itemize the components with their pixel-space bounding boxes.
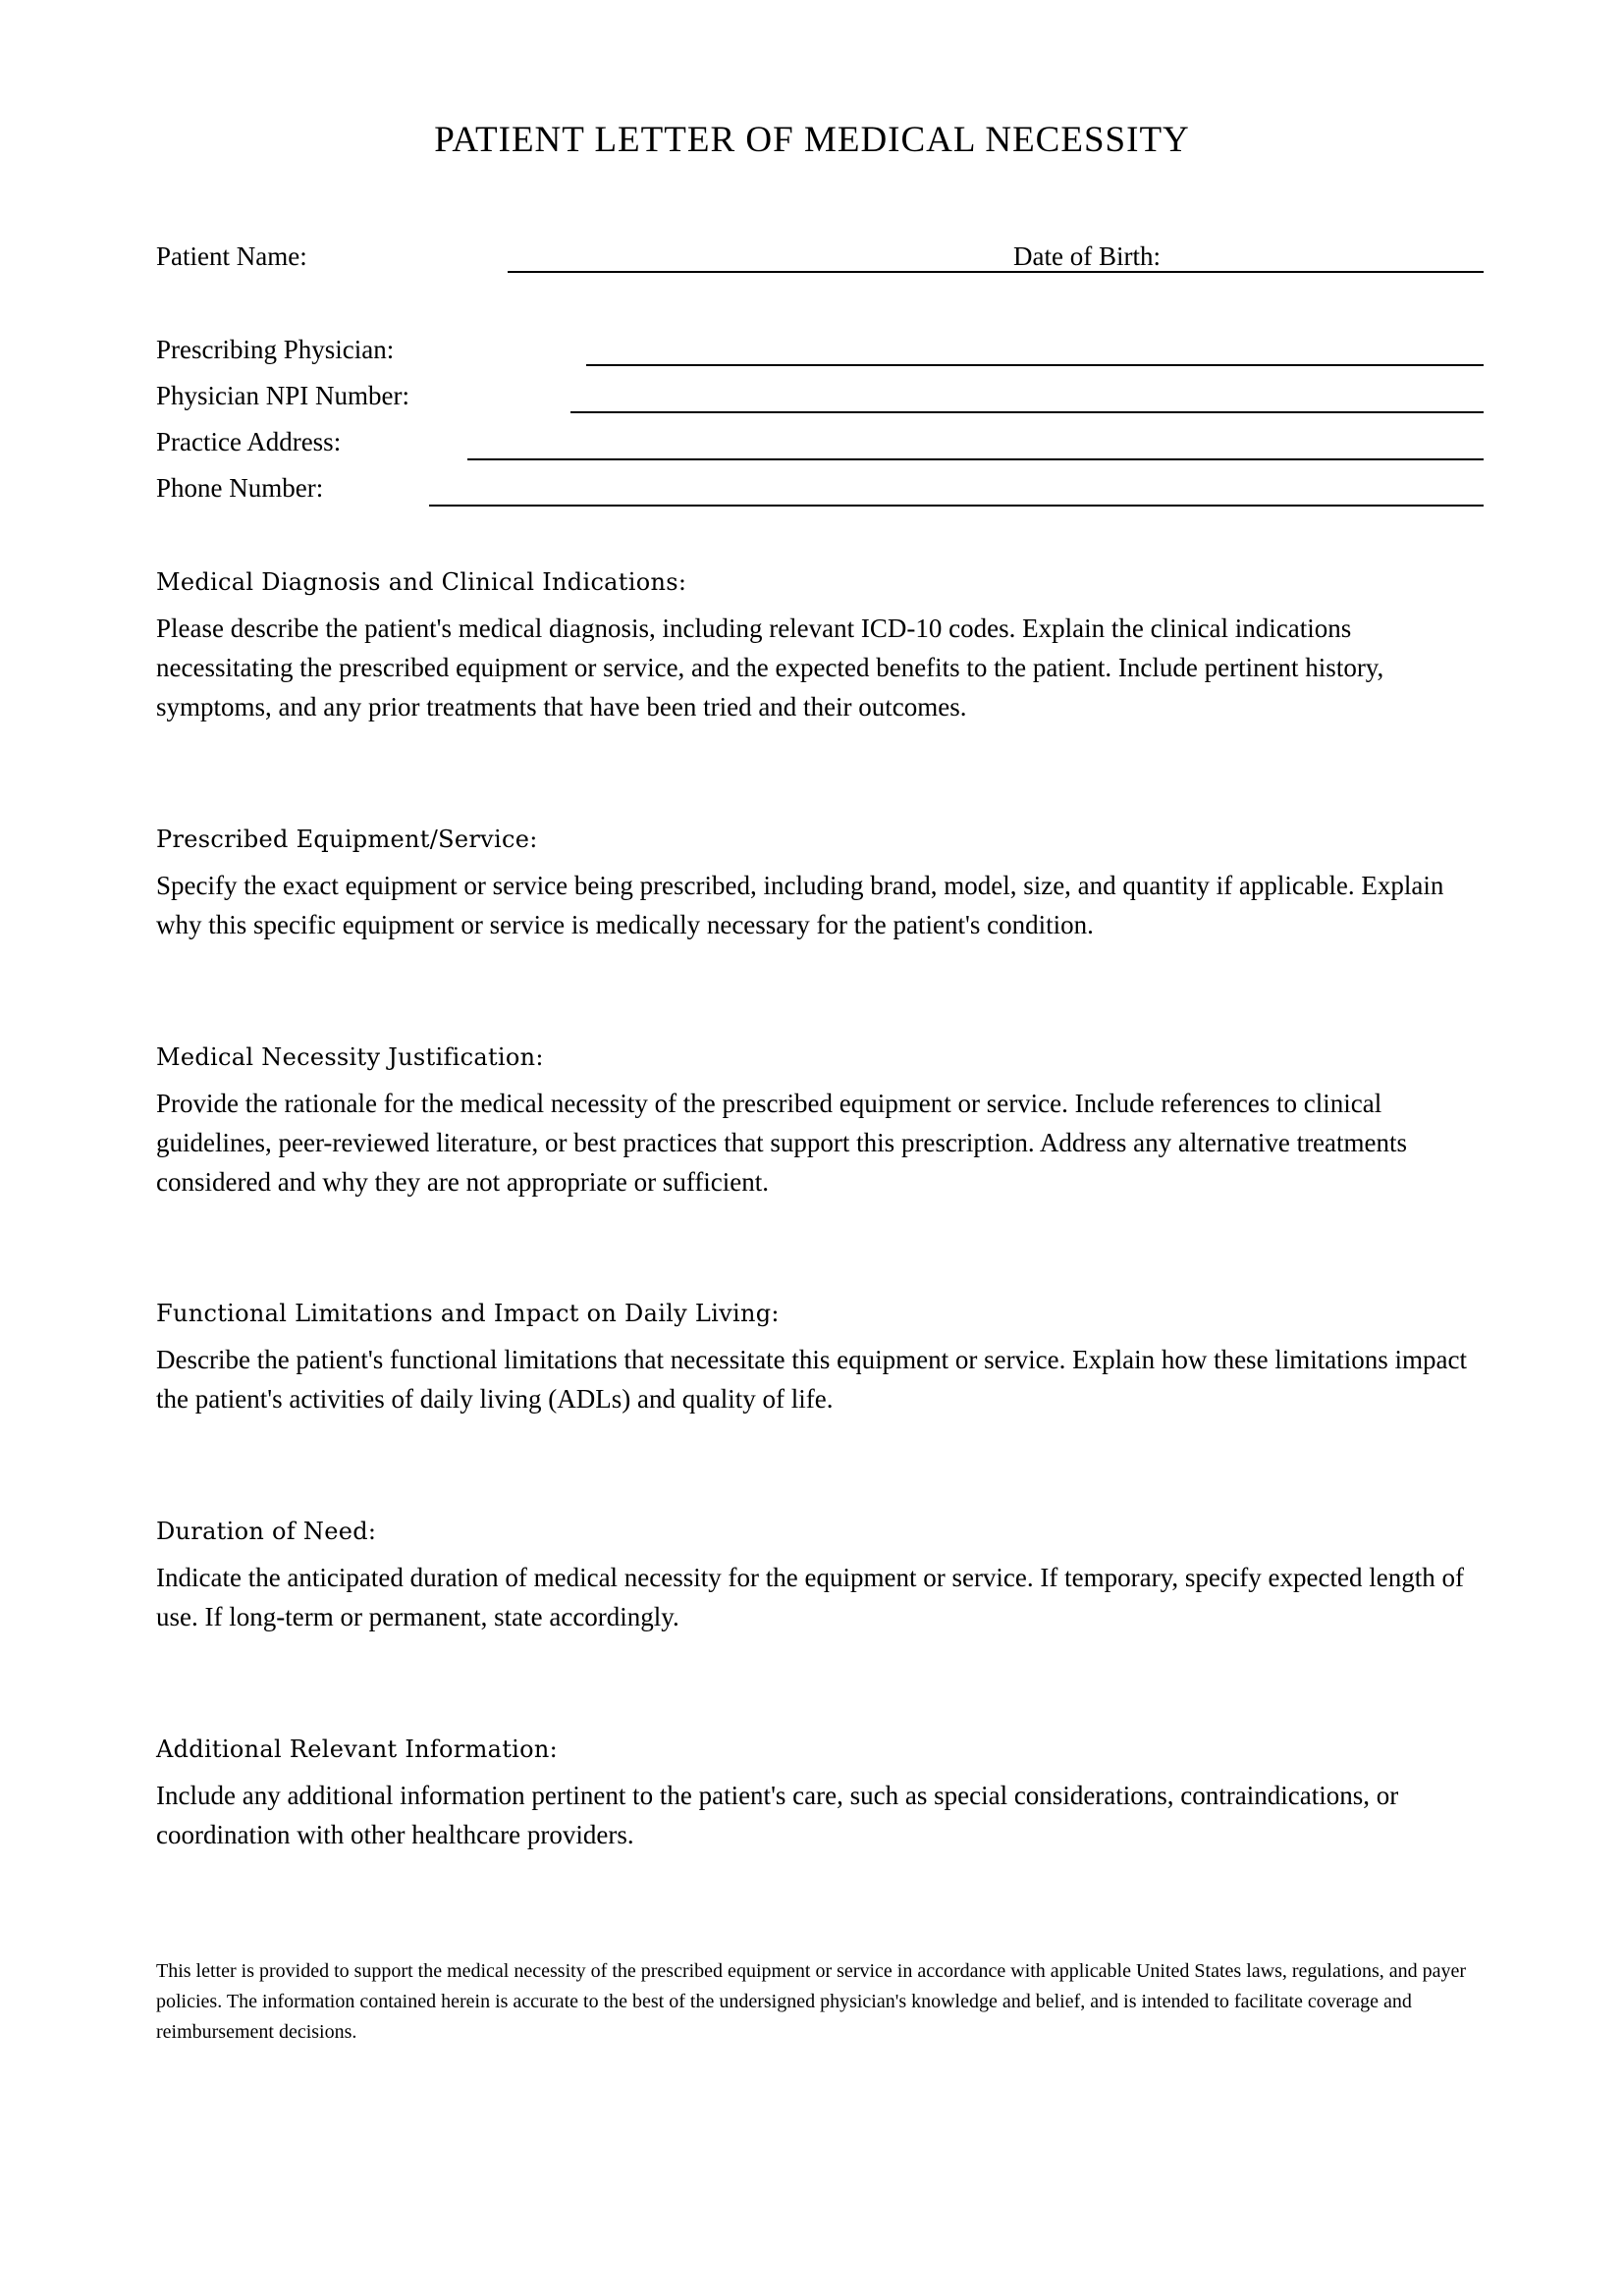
section-body: Indicate the anticipated duration of medical necessity for the equipment or service. If temporary, specify expected length of use. If long-term or permanent, state accordingly. <box>156 1563 1464 1631</box>
section-duration-of-need <box>156 1515 1482 1636</box>
section-medical-necessity-justification <box>156 1041 1482 1201</box>
prescribing-physician-field[interactable] <box>586 364 1484 366</box>
physician-npi-field[interactable] <box>570 411 1484 413</box>
prescribing-physician-label: Prescribing Physician: <box>156 335 395 364</box>
section-heading: Additional Relevant Information: <box>156 1735 559 1763</box>
practice-address-label: Practice Address: <box>156 427 342 456</box>
section-body: Provide the rationale for the medical necessity of the prescribed equipment or service. Include references to clinical guidelines, peer-reviewed literature, or best practices that support this prescription. Address any alternative treatments considered and why they are not appropriate or sufficient. <box>156 1089 1408 1197</box>
section-heading: Duration of Need: <box>156 1518 377 1545</box>
physician-npi-label: Physician NPI Number: <box>156 381 409 410</box>
section-medical-diagnosis <box>156 565 1482 726</box>
section-heading: Prescribed Equipment/Service: <box>156 826 538 853</box>
practice-address-field[interactable] <box>467 458 1484 460</box>
section-heading: Medical Necessity Justification: <box>156 1043 544 1071</box>
section-prescribed-equipment <box>156 823 1482 944</box>
page-title: PATIENT LETTER OF MEDICAL NECESSITY <box>434 120 1190 160</box>
patient-name-label: Patient Name: <box>156 241 307 271</box>
patient-name-field[interactable] <box>508 271 1484 273</box>
phone-number-label: Phone Number: <box>156 473 324 503</box>
section-additional-information <box>156 1733 1482 1854</box>
section-heading: Functional Limitations and Impact on Daily Living: <box>156 1300 780 1327</box>
section-body: Please describe the patient's medical diagnosis, including relevant ICD-10 codes. Explain the clinical indications necessitating the prescribed equipment or service, and the expected benefits to the patient. Include pertinent history, symptoms, and any prior treatments that have been tried and their outcomes. <box>156 614 1384 721</box>
date-of-birth-label: Date of Birth: <box>1013 241 1161 271</box>
section-body: Describe the patient's functional limitations that necessitate this equipment or service. Explain how these limitations impact the patient's activities of daily living (ADLs) and quality of life. <box>156 1345 1468 1414</box>
section-functional-limitations <box>156 1297 1482 1418</box>
section-heading: Medical Diagnosis and Clinical Indications: <box>156 568 687 596</box>
section-body: Include any additional information pertinent to the patient's care, such as special considerations, contraindications, or coordination with other healthcare providers. <box>156 1781 1399 1849</box>
disclaimer-text: This letter is provided to support the medical necessity of the prescribed equipment or service in accordance with applicable United States laws, regulations, and payer policies. The information contained herein is accurate to the best of the undersigned physician's knowledge and belief, and is intended to facilitate coverage and reimbursement decisions. <box>156 1960 1467 2043</box>
section-body: Specify the exact equipment or service being prescribed, including brand, model, size, and quantity if applicable. Explain why this specific equipment or service is medically necessary for the patient's condition. <box>156 871 1444 939</box>
phone-number-field[interactable] <box>429 505 1484 507</box>
